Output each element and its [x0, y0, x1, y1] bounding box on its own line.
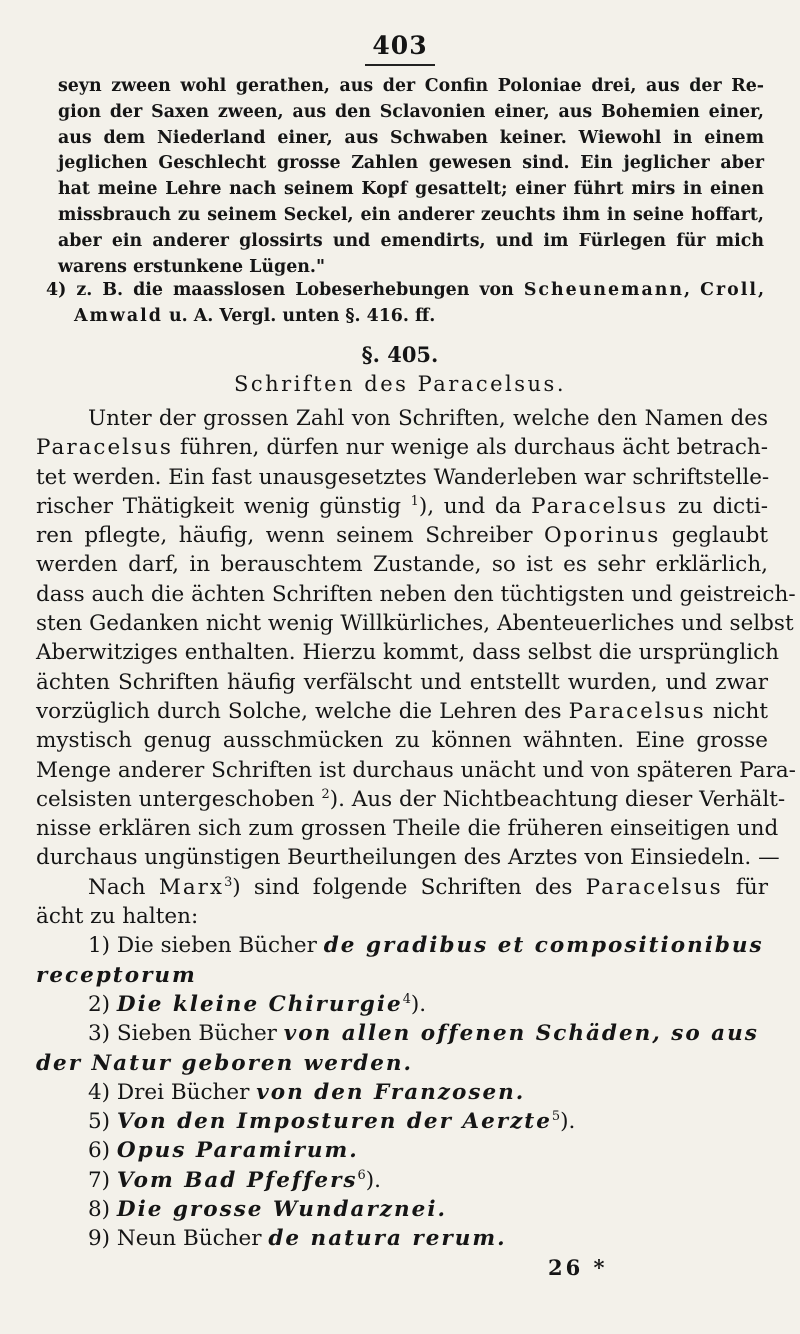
body-line: dass auch die ächten Schriften neben den tüchtigsten und geistreich-	[36, 581, 796, 607]
footnote-4-line-1: 4) z. B. die maasslosen Lobeserhebungen von Scheunemann, Croll,	[46, 280, 765, 300]
footnote-line: aus dem Niederland einer, aus Schwaben keiner. Wiewohl in einem	[58, 127, 764, 148]
body-line: celsisten untergeschoben $^2$). Aus der Nichtbeachtung dieser Verhält-	[36, 786, 786, 812]
list-item: 8) Die grosse Wundarznei.	[88, 1197, 447, 1223]
footnote-line: missbrauch zu seinem Seckel, ein anderer zeuchts ihm in seine hoffart,	[58, 204, 764, 225]
body-line: Nach Marx$^3$) sind folgende Schriften des Paracelsus für	[88, 874, 769, 900]
footnote-line: warens erstunkene Lügen."	[58, 256, 326, 277]
footnote-line: aber ein anderer glossirts und emendirts, und im Fürlegen für mich	[58, 230, 764, 251]
footnote-line: jeglichen Geschlecht grosse Zahlen gewesen sind. Ein jeglicher aber	[58, 153, 764, 174]
list-item: 6) Opus Paramirum.	[88, 1138, 359, 1164]
header-rule	[365, 64, 435, 66]
body-line: tet werden. Ein fast unausgesetztes Wanderleben war schriftstelle-	[36, 464, 770, 490]
list-item: 1) Die sieben Bücher de gradibus et compositionibus	[88, 933, 764, 959]
list-item: 4) Drei Bücher von den Franzosen.	[88, 1079, 526, 1105]
footnote-line: gion der Saxen zween, aus den Sclavonien einer, aus Bohemien einer,	[58, 101, 764, 122]
footnote-4-line-2: Amwald u. A. Vergl. unten §. 416. ff.	[74, 305, 436, 326]
body-line: rischer Thätigkeit wenig günstig $^1$), und da Paracelsus zu dicti-	[36, 493, 769, 519]
page-number: 403	[372, 31, 428, 60]
list-item-continuation: receptorum	[36, 962, 197, 988]
body-line: Paracelsus führen, dürfen nur wenige als durchaus ächt betrach-	[36, 435, 768, 461]
list-item-continuation: der Natur geboren werden.	[36, 1050, 414, 1076]
body-line: Aberwitziges enthalten. Hierzu kommt, dass selbst die ursprünglich	[36, 640, 779, 666]
footnote-line: seyn zween wohl gerathen, aus der Confin Poloniae drei, aus der Re-	[58, 76, 764, 96]
list-item: 5) Von den Imposturen der Aerzte$^5$).	[88, 1108, 576, 1135]
body-line: ren pflegte, häufig, wenn seinem Schreiber Oporinus geglaubt	[36, 523, 769, 549]
body-line: ächt zu halten:	[36, 904, 199, 930]
body-line: vorzüglich durch Solche, welche die Lehren des Paracelsus nicht	[36, 698, 768, 724]
list-item: 3) Sieben Bücher von allen offenen Schäden, so aus	[88, 1021, 759, 1047]
body-text	[36, 404, 796, 1254]
list-item: 7) Vom Bad Pfeffers$^6$).	[88, 1167, 381, 1193]
body-line: nisse erklären sich zum grossen Theile die früheren einseitigen und	[36, 816, 779, 842]
section-title: Schriften des Paracelsus.	[233, 372, 566, 396]
footnote-line: hat meine Lehre nach seinem Kopf gesattelt; einer führt mirs in einen	[58, 179, 764, 200]
footnote-4	[46, 278, 764, 330]
body-line: werden darf, in berauschtem Zustande, so ist es sehr erklärlich,	[36, 552, 768, 578]
body-line: ächten Schriften häufig verfälscht und entstellt wurden, und zwar	[36, 669, 768, 695]
footnote-quote	[58, 74, 764, 280]
body-line: Unter der grossen Zahl von Schriften, welche den Namen des	[88, 406, 768, 431]
list-item: 2) Die kleine Chirurgie$^4$).	[88, 991, 427, 1017]
body-line: mystisch genug ausschmücken zu können wähnten. Eine grosse	[36, 728, 768, 754]
body-line: durchaus ungünstigen Beurtheilungen des Arztes von Einsiedeln. —	[36, 845, 780, 871]
list-item: 9) Neun Bücher de natura rerum.	[88, 1226, 507, 1252]
section-number: §. 405.	[361, 342, 439, 367]
body-line: sten Gedanken nicht wenig Willkürliches, Abenteuerliches und selbst	[36, 611, 794, 637]
signature-mark: 26 *	[548, 1255, 608, 1280]
body-line: Menge anderer Schriften ist durchaus unächt und von späteren Para-	[36, 757, 796, 783]
